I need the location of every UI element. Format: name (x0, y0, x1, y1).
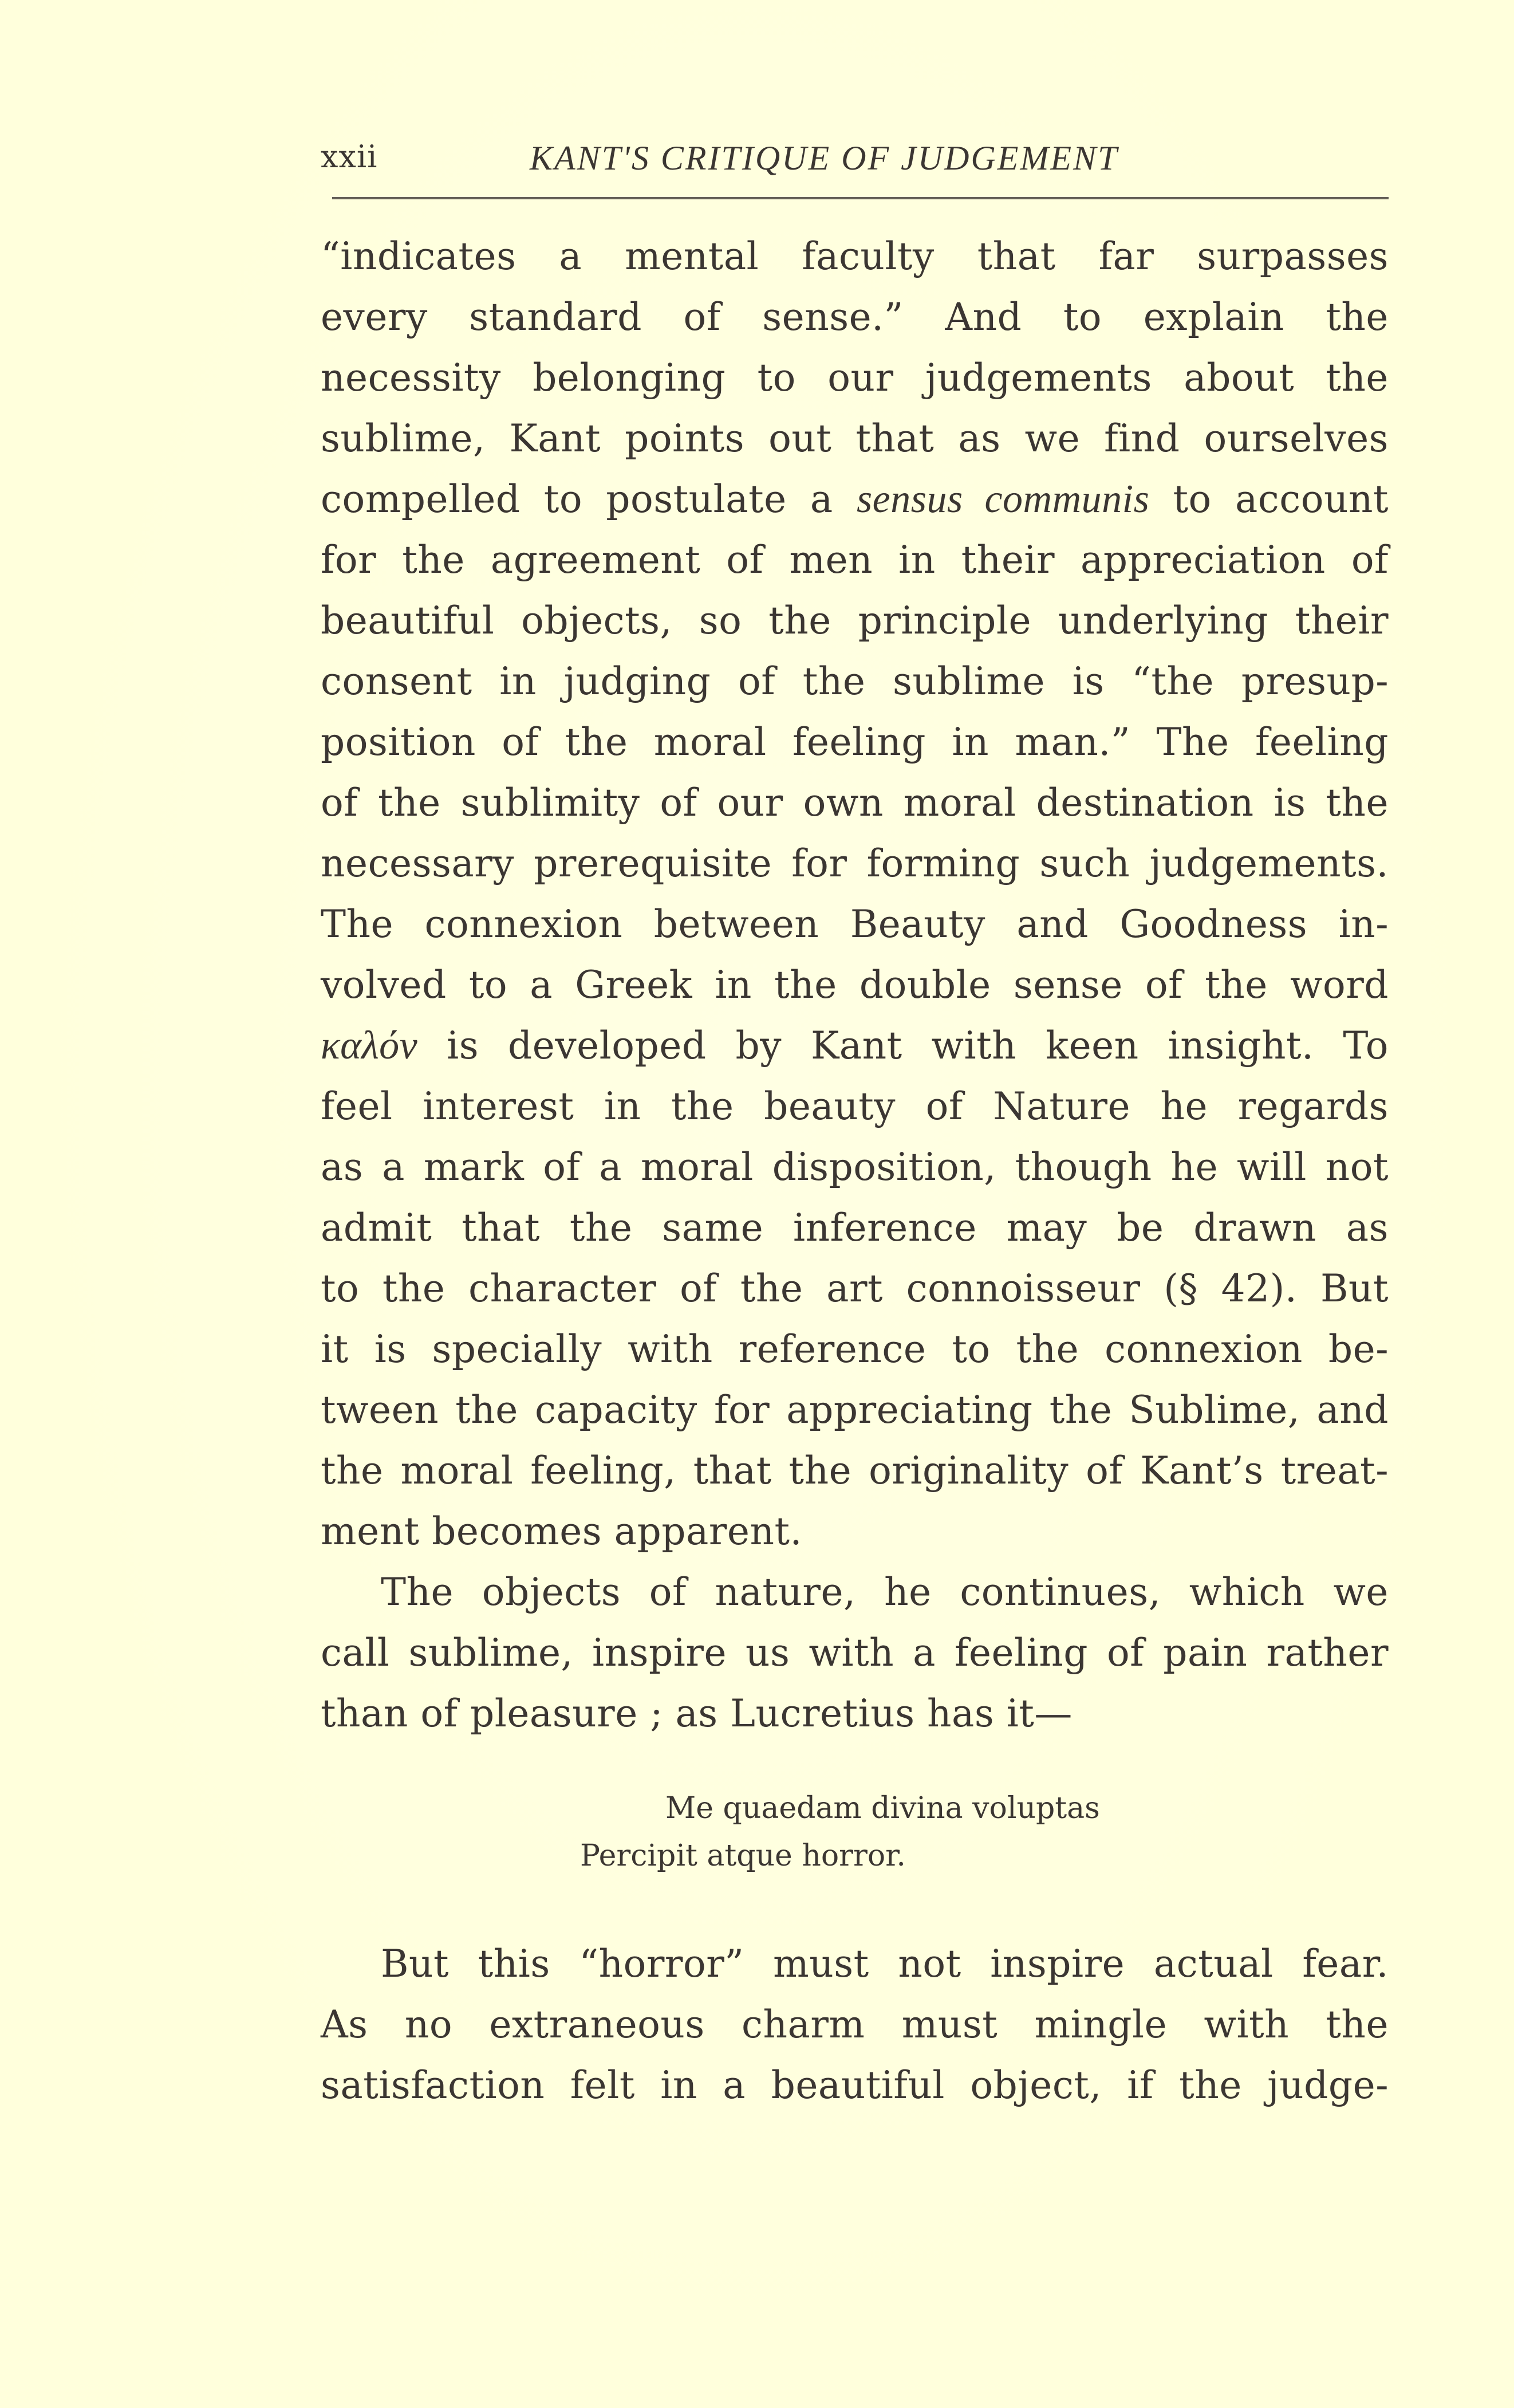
text-line: to the character of the art connoisseur (§ 42). But (321, 1266, 1389, 1311)
running-title: KANT'S CRITIQUE OF JUDGEMENT (530, 139, 1119, 177)
text-line: As no extraneous charm must mingle with the (321, 2002, 1389, 2047)
text-line: satisfaction felt in a beautiful object, if the judge- (321, 2063, 1389, 2107)
text-line: for the agreement of men in their appreciation of (321, 538, 1389, 582)
text-line: necessity belonging to our judgements about the (321, 356, 1389, 400)
text-line: as a mark of a moral disposition, though he will not (321, 1145, 1389, 1189)
text-line: call sublime, inspire us with a feeling of pain rather (321, 1631, 1389, 1675)
text-line: feel interest in the beauty of Nature he regards (321, 1084, 1389, 1128)
text-line: than of pleasure ; as Lucretius has it— (321, 1691, 1073, 1736)
text-line: necessary prerequisite for forming such judgements. (321, 841, 1389, 886)
text-line: volved to a Greek in the double sense of the word (321, 963, 1389, 1007)
text-line: of the sublimity of our own moral destination is the (321, 781, 1389, 825)
text-run: is developed by Kant with keen insight. To (417, 1024, 1389, 1068)
quotation-line: Me quaedam divina voluptas (665, 1791, 1100, 1825)
text-line: tween the capacity for appreciating the Sublime, and (321, 1388, 1389, 1432)
header-rule (332, 197, 1389, 199)
text-run: to account (1149, 477, 1389, 521)
text-run: compelled to postulate a (321, 477, 857, 521)
text-line: “indicates a mental faculty that far surpasses (321, 234, 1389, 278)
running-head (321, 133, 1389, 184)
text-line: The connexion between Beauty and Goodness in- (321, 902, 1389, 946)
quotation-line: Percipit atque horror. (580, 1839, 906, 1873)
text-line (321, 477, 1389, 522)
text-line: admit that the same inference may be drawn as (321, 1206, 1389, 1250)
text-line: every standard of sense.” And to explain the (321, 295, 1389, 339)
text-line: ment becomes apparent. (321, 1509, 802, 1553)
text-line: But this “horror” must not inspire actual fear. (381, 1942, 1389, 1986)
text-line: it is specially with reference to the connexion be- (321, 1327, 1389, 1371)
page-number: xxii (321, 139, 378, 175)
text-line: the moral feeling, that the originality of Kant’s treat- (321, 1449, 1389, 1493)
text-line: consent in judging of the sublime is “the presup- (321, 659, 1389, 703)
italic-latin-term: sensus communis (856, 477, 1150, 521)
text-line: beautiful objects, so the principle underlying their (321, 599, 1389, 643)
text-line: sublime, Kant points out that as we find ourselves (321, 416, 1389, 461)
italic-greek-term: καλόν (321, 1024, 418, 1068)
text-line: The objects of nature, he continues, which we (381, 1570, 1389, 1614)
text-line (321, 1023, 1389, 1069)
text-line: position of the moral feeling in man.” The feeling (321, 720, 1389, 764)
